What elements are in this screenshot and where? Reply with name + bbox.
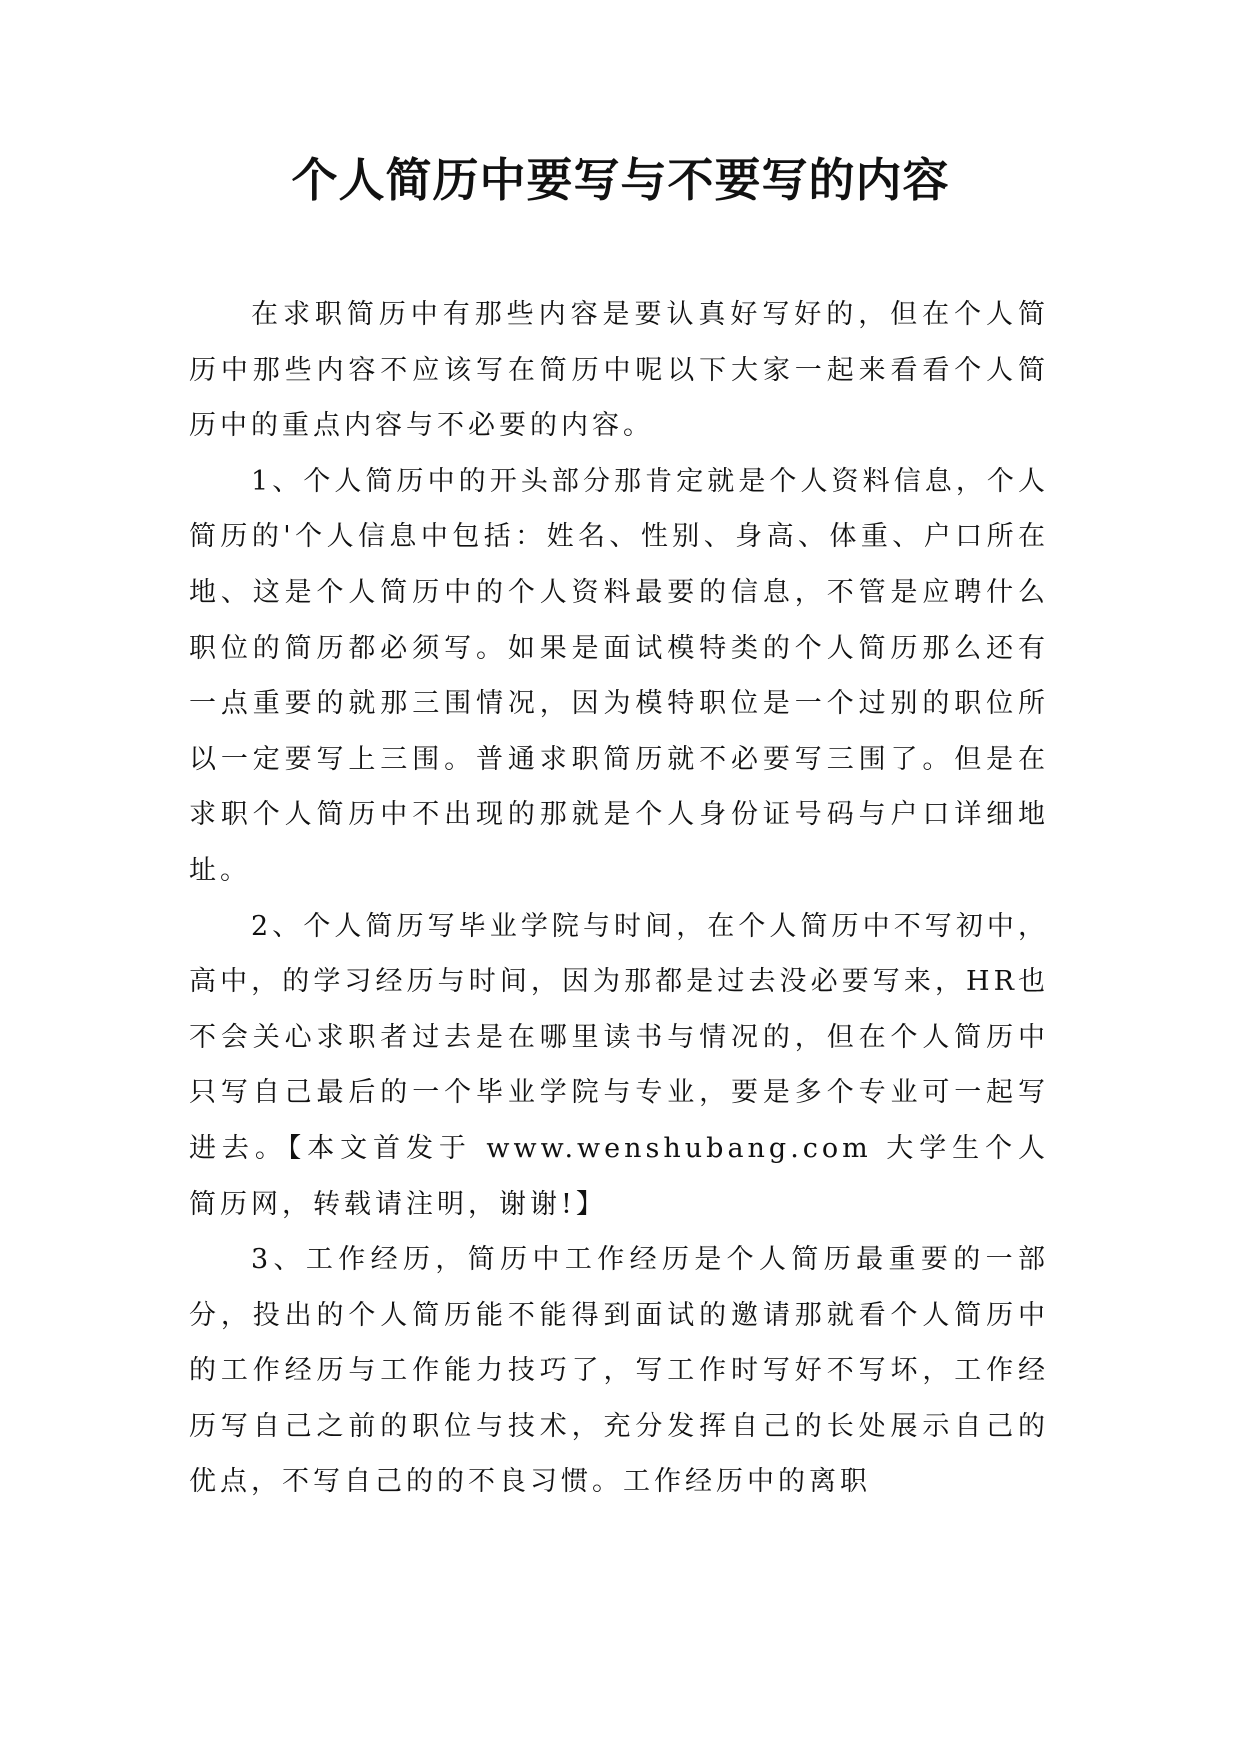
paragraph-1: 1、个人简历中的开头部分那肯定就是个人资料信息，个人简历的'个人信息中包括：姓名、性别、身高、体重、户口所在地、这是个人简历中的个人资料最要的信息，不管是应聘什么职位的简历都必须写。如果是面试模特类的个人简历那么还有一点重要的就那三围情况，因为模特职位是一个过别的职位所以一定要写上三围。普通求职简历就不必要写三围了。但是在求职个人简历中不出现的那就是个人身份证号码与户口详细地址。	[189, 465, 1049, 886]
paragraph-2: 2、个人简历写毕业学院与时间，在个人简历中不写初中，高中，的学习经历与时间，因为那都是过去没必要写来，HR也不会关心求职者过去是在哪里读书与情况的，但在个人简历中只写自己最后的一个毕业学院与专业，要是多个专业可一起写进去。【本文首发于 www.wenshubang.com 大学生个人简历网，转载请注明，谢谢!】	[189, 910, 1049, 1220]
paragraph-intro: 在求职简历中有那些内容是要认真好写好的，但在个人简历中那些内容不应该写在简历中呢以下大家一起来看看个人简历中的重点内容与不必要的内容。	[189, 299, 1049, 442]
paragraph-3: 3、工作经历，简历中工作经历是个人简历最重要的一部分，投出的个人简历能不能得到面试的邀请那就看个人简历中的工作经历与工作能力技巧了，写工作时写好不写坏，工作经历写自己之前的职位与技术，充分发挥自己的长处展示自己的优点，不写自己的的不良习惯。工作经历中的离职	[189, 1244, 1049, 1498]
document-title: 个人简历中要写与不要写的内容	[291, 153, 950, 207]
document-body	[189, 287, 1049, 1510]
